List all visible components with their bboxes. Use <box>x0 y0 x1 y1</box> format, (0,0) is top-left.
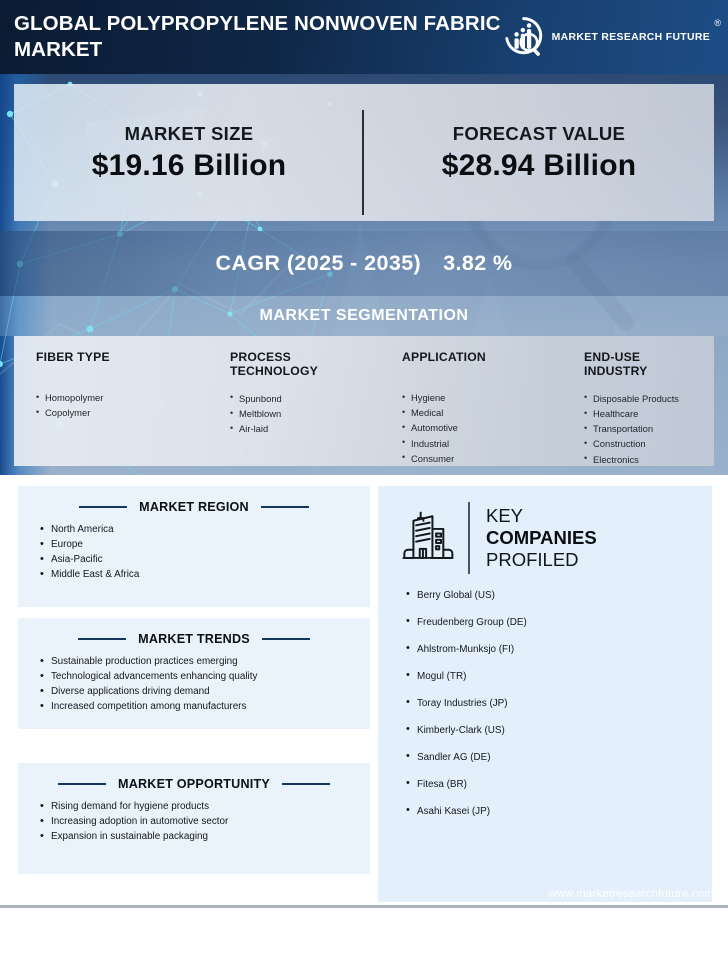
cagr-text <box>216 251 513 276</box>
segment-item: • Copolymer <box>36 405 208 420</box>
segment-item: • Hygiene <box>402 390 562 405</box>
list-item: • Technological advancements enhancing quality <box>40 669 370 684</box>
segment-heading: PROCESS TECHNOLOGY <box>230 350 318 379</box>
forecast-value-label: FORECAST VALUE <box>452 122 626 144</box>
segment-item: • Electronics <box>584 452 714 467</box>
segment-item: • Industrial <box>402 436 562 451</box>
footer-copyright: Copyright @ 2026 Market Research Future <box>20 926 258 940</box>
segment-item-list <box>230 391 380 437</box>
ghost-copyright-overlay: Copyright @ 2025 Market Research Future <box>22 889 264 900</box>
list-item: • Kimberly-Clark (US) <box>406 726 712 736</box>
market-size-value: $19.16 Billion <box>91 148 287 182</box>
segment-item-list <box>36 390 208 420</box>
segment-item: • Spunbond <box>230 391 380 406</box>
rule-left-decoration <box>79 506 127 508</box>
list-item: • Asia-Pacific <box>40 552 370 567</box>
forecast-value-amount: $28.94 Billion <box>441 148 637 182</box>
list-item: • Increased competition among manufacturers <box>40 699 370 714</box>
segment-column-fiber-type <box>14 350 208 466</box>
card-header <box>18 763 370 795</box>
list-item: • North America <box>40 522 370 537</box>
list-item: • Berry Global (US) <box>406 591 712 601</box>
market-size-label: MARKET SIZE <box>124 122 254 144</box>
market-value-panel <box>14 84 714 221</box>
rule-left-decoration <box>78 638 126 640</box>
list-item: • Rising demand for hygiene products <box>40 799 370 814</box>
segment-item: • Homopolymer <box>36 390 208 405</box>
market-trends-title: MARKET TRENDS <box>138 632 250 646</box>
cagr-band <box>0 231 728 296</box>
segment-column-process-technology <box>208 350 380 466</box>
list-item: • Increasing adoption in automotive sector <box>40 814 370 829</box>
card-header <box>18 618 370 650</box>
heading-line-companies: COMPANIES <box>486 527 597 549</box>
list-item: • Expansion in sustainable packaging <box>40 829 370 844</box>
heading-line-key: KEY <box>486 505 524 527</box>
list-item: • Diverse applications driving demand <box>40 684 370 699</box>
market-region-title: MARKET REGION <box>139 500 249 514</box>
list-item: • Freudenberg Group (DE) <box>406 618 712 628</box>
market-opportunity-card <box>18 763 370 874</box>
segment-item: • Air-laid <box>230 421 380 436</box>
key-companies-heading <box>486 505 597 570</box>
segment-item: • Automotive <box>402 420 562 435</box>
market-trends-list <box>18 650 370 714</box>
rule-right-decoration <box>262 638 310 640</box>
segment-heading: APPLICATION <box>402 350 486 364</box>
rule-right-decoration <box>261 506 309 508</box>
segment-item: • Medical <box>402 405 562 420</box>
market-region-card <box>18 486 370 607</box>
footer-bottom-strip <box>0 958 728 964</box>
registered-mark-icon: ® <box>714 18 721 28</box>
segment-heading: FIBER TYPE <box>36 350 110 364</box>
segmentation-band <box>0 296 728 336</box>
market-opportunity-list <box>18 795 370 844</box>
forecast-value-cell <box>364 123 714 183</box>
page-footer <box>0 908 728 958</box>
segment-item: • Meltblown <box>230 406 380 421</box>
segment-item: • Consumer <box>402 451 562 466</box>
list-item: • Sustainable production practices emerging <box>40 654 370 669</box>
segment-item: • Disposable Products <box>584 391 714 406</box>
list-item: • Mogul (TR) <box>406 672 712 682</box>
segment-item-list <box>402 390 562 466</box>
list-item: • Asahi Kasei (JP) <box>406 807 712 817</box>
brand-logo-text: MARKET RESEARCH FUTURE <box>551 31 710 43</box>
key-companies-list <box>378 591 712 817</box>
segmentation-title: MARKET SEGMENTATION <box>259 307 469 324</box>
footer-url[interactable]: www.marketresearchfuture.com <box>542 926 708 940</box>
page-header <box>0 0 728 74</box>
office-building-icon <box>398 509 456 567</box>
segment-item-list <box>584 391 714 467</box>
segment-column-end-use-industry <box>562 350 714 466</box>
card-header <box>18 486 370 518</box>
cagr-value: 3.82 % <box>443 251 513 275</box>
list-item: • Europe <box>40 537 370 552</box>
market-size-cell <box>14 123 364 183</box>
page-title: GLOBAL POLYPROPYLENE NONWOVEN FABRIC MARKET <box>14 11 501 61</box>
market-region-list <box>18 518 370 582</box>
cagr-label: CAGR (2025 - 2035) <box>215 251 422 275</box>
market-opportunity-title: MARKET OPPORTUNITY <box>118 777 270 791</box>
rule-right-decoration <box>282 783 330 785</box>
segment-item: • Construction <box>584 436 714 451</box>
ghost-url-overlay: www.marketresearchfuture.com <box>548 889 714 900</box>
rule-left-decoration <box>58 783 106 785</box>
magnifier-bar-chart-logo-icon <box>504 16 546 58</box>
segment-item: • Transportation <box>584 421 714 436</box>
segmentation-panel <box>14 336 714 466</box>
key-companies-panel <box>378 486 712 902</box>
list-item: • Ahlstrom-Munksjo (FI) <box>406 645 712 655</box>
list-item: • Middle East & Africa <box>40 567 370 582</box>
header-divider <box>468 502 470 574</box>
list-item: • Fitesa (BR) <box>406 780 712 790</box>
segment-heading: END-USE INDUSTRY <box>584 350 648 379</box>
market-trends-card <box>18 618 370 729</box>
list-item: • Sandler AG (DE) <box>406 753 712 763</box>
hero-section <box>0 74 728 475</box>
heading-line-profiled: PROFILED <box>486 548 579 570</box>
brand-logo <box>504 16 721 58</box>
segment-item: • Healthcare <box>584 406 714 421</box>
list-item: • Toray Industries (JP) <box>406 699 712 709</box>
key-companies-header <box>378 502 712 574</box>
lower-section <box>0 475 728 905</box>
segment-column-application <box>380 350 562 466</box>
